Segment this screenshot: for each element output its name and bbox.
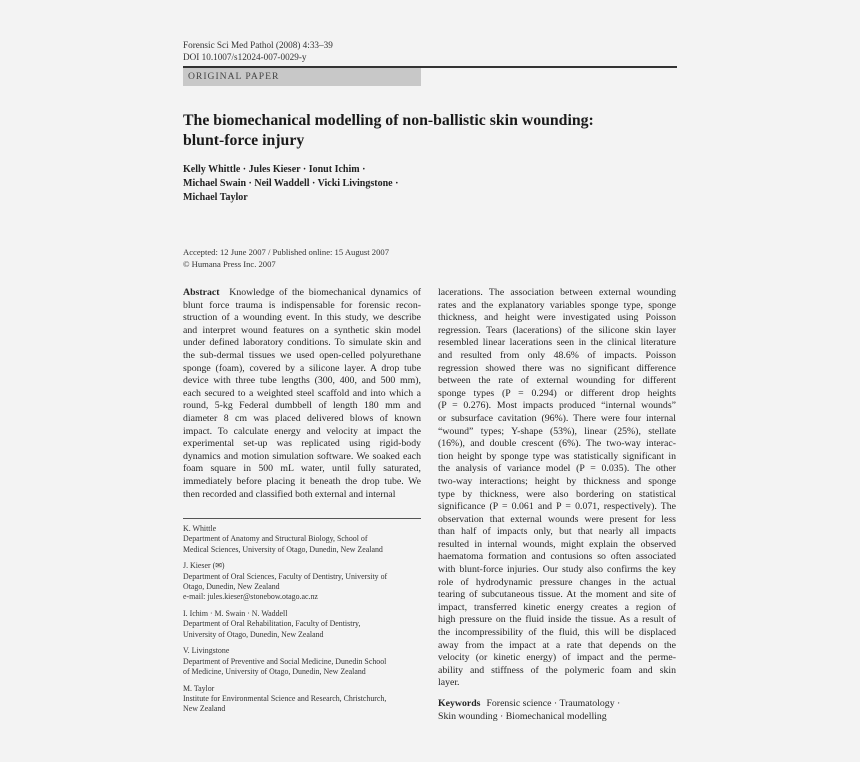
abstract-line: away from the impact at a rate that depends on the <box>438 639 676 651</box>
affiliation-line: New Zealand <box>183 704 226 714</box>
abstract-left-column <box>183 287 421 501</box>
author-line: Kelly Whittle · Jules Kieser · Ionut Ichim · <box>183 164 366 175</box>
abstract-line: thickness, and height were investigated using Poisson <box>438 312 676 324</box>
abstract-line: and interpret wound features on a synthetic skin model <box>183 324 421 336</box>
abstract-line: velocity (or kinetic energy) of impact and the perme- <box>438 652 676 664</box>
abstract-line: (16%), and double crescent (6%). The two-way interac- <box>438 438 676 450</box>
affiliation-author: M. Taylor <box>183 683 215 693</box>
abstract-line: high pressure on the fluid inside the tissue. As a result of <box>438 614 676 626</box>
accepted-date: Accepted: 12 June 2007 / Published online: 15 August 2007 <box>183 247 389 257</box>
abstract-line: role of hydrodynamic pressure changes in the actual <box>438 576 676 588</box>
abstract-line: resulted in internal wounds, might explain the observed <box>438 538 676 550</box>
affiliation-line: of Medicine, University of Otago, Dunedin, New Zealand <box>183 667 366 677</box>
affiliation-block <box>183 646 421 677</box>
abstract-line: or subsurface cavitation (96%). There were four internal <box>438 412 676 424</box>
abstract-line: experimental set-up was replicated using rigid-body <box>183 438 421 450</box>
abstract-line: type by thickness, were also bordering on statistical <box>438 488 676 500</box>
affiliation-rule <box>183 518 421 519</box>
keywords-label: Keywords <box>438 698 481 709</box>
affiliation-block <box>183 609 421 640</box>
abstract-line: between the rate of external wounding for different <box>438 375 676 387</box>
abstract-line: haematoma formation and contusions so often associated <box>438 551 676 563</box>
abstract-line: lacerations. The association between external wounding <box>438 287 676 298</box>
abstract-line: observation that external wounds were present for less <box>438 513 676 525</box>
abstract-line: device with three tube lengths (300, 400, and 500 mm), <box>183 375 421 387</box>
keywords <box>438 697 676 723</box>
affiliation-author: V. Livingstone <box>183 646 230 656</box>
title-line: The biomechanical modelling of non-ballistic skin wounding: <box>183 112 594 129</box>
affiliation-line: Otago, Dunedin, New Zealand <box>183 581 280 591</box>
affiliation-author: J. Kieser (✉) <box>183 561 225 571</box>
abstract-line: and resulted from only 48.6% of impacts. Poisson <box>438 349 676 361</box>
abstract-line: regression. Tears (lacerations) of the silicone skin layer <box>438 324 676 336</box>
abstract-right-column <box>438 287 676 690</box>
abstract-line: each secured to a weighted steel scaffold and into which a <box>183 387 421 399</box>
affiliations <box>183 524 421 721</box>
affiliation-line: University of Otago, Dunedin, New Zealand <box>183 629 324 639</box>
abstract-line: sponge (foam), covered by a silicone layer. A drop tube <box>183 362 421 374</box>
abstract-line: foam square in 500 mL water, until fully saturated, <box>183 463 421 475</box>
abstract-line: rates and the explanatory variables sponge type, sponge <box>438 299 676 311</box>
abstract-line: (P = 0.276). Most impacts produced “internal wounds” <box>438 400 676 412</box>
abstract-line: then recorded and classified both external and internal <box>183 488 396 500</box>
affiliation-line: Department of Preventive and Social Medicine, Dunedin School <box>183 656 387 666</box>
author-line: Michael Swain · Neil Waddell · Vicki Livingstone · <box>183 178 399 189</box>
abstract-line: tion height by sponge type was statistically significant in <box>438 450 676 462</box>
abstract-line: struction of a wounding event. In this study, we describe <box>183 312 421 324</box>
abstract-line: Abstract Knowledge of the biomechanical dynamics of <box>183 287 421 298</box>
affiliation-author: I. Ichim · M. Swain · N. Waddell <box>183 609 288 619</box>
abstract-line: dynamics and motion simulation software. We soaked each <box>183 450 421 462</box>
article-type-banner: ORIGINAL PAPER <box>183 68 421 86</box>
author-line: Michael Taylor <box>183 192 248 203</box>
keywords-line: Skin wounding · Biomechanical modelling <box>438 711 607 722</box>
author-list <box>183 163 483 205</box>
abstract-line: regression showed there was no significant difference <box>438 362 676 374</box>
abstract-line: layer. <box>438 677 460 689</box>
abstract-line: diameter 8 cm was placed delivered blows of known <box>183 412 421 424</box>
abstract-line: “wound” types; Y-shape (53%), linear (25%), stellate <box>438 425 676 437</box>
title-line: blunt-force injury <box>183 132 305 149</box>
abstract-line: impact, transferred kinetic energy creates a region of <box>438 601 676 613</box>
publication-dates <box>183 247 483 270</box>
abstract-line: sponge types (P = 0.294) or different drop heights <box>438 387 676 399</box>
affiliation-block <box>183 684 421 715</box>
abstract-line: than half of impacts only, but that nearly all impacts <box>438 526 676 538</box>
affiliation-line: Department of Oral Rehabilitation, Faculty of Dentistry, <box>183 619 361 629</box>
abstract-line: significance (P = 0.061 and P = 0.071, respectively). The <box>438 501 676 513</box>
abstract-line: under defined laboratory conditions. To simulate skin and <box>183 337 421 349</box>
abstract-line: the sub-dermal tissues we used open-celled polyurethane <box>183 349 421 361</box>
copyright: © Humana Press Inc. 2007 <box>183 258 276 269</box>
abstract-line: the analysis of variance model (P = 0.035). The other <box>438 463 676 475</box>
affiliation-line: e-mail: jules.kieser@stonebow.otago.ac.nz <box>183 592 318 602</box>
abstract-line: the incompressibility of the fluid, this will be displaced <box>438 627 676 639</box>
affiliation-line: Department of Anatomy and Structural Biology, School of <box>183 534 368 544</box>
doi: DOI 10.1007/s12024-007-0029-y <box>183 52 307 62</box>
journal-citation: Forensic Sci Med Pathol (2008) 4:33–39 <box>183 40 333 50</box>
abstract-line: round, 5-kg Federal dumbbell of length 180 mm and <box>183 400 421 412</box>
abstract-line: two-way interactions; height by thickness and sponge <box>438 475 676 487</box>
abstract-label: Abstract <box>183 287 220 298</box>
affiliation-block <box>183 524 421 555</box>
abstract-line: ability and stiffness of the polymeric foam and skin <box>438 664 676 676</box>
affiliation-line: Medical Sciences, University of Otago, Dunedin, New Zealand <box>183 544 383 554</box>
affiliation-block <box>183 561 421 602</box>
abstract-line: impact. To calculate energy and velocity at impact the <box>183 425 421 437</box>
paper-title <box>183 111 663 151</box>
abstract-line: blunt force trauma is indispensable for forensic recon- <box>183 299 421 311</box>
keywords-line: Forensic science · Traumatology · <box>486 698 621 709</box>
abstract-line: with blunt-force injuries. Our study also confirms the key <box>438 564 676 576</box>
affiliation-line: Institute for Environmental Science and Research, Christchurch, <box>183 694 387 704</box>
affiliation-author: K. Whittle <box>183 524 217 533</box>
abstract-line: resembled linear lacerations seen in the clinical literature <box>438 337 676 349</box>
abstract-line: tearing of subcutaneous tissue. At the moment and site of <box>438 589 676 601</box>
affiliation-line: Department of Oral Sciences, Faculty of Dentistry, University of <box>183 571 388 581</box>
abstract-line: immediately before placing it beneath the drop tube. We <box>183 475 421 487</box>
